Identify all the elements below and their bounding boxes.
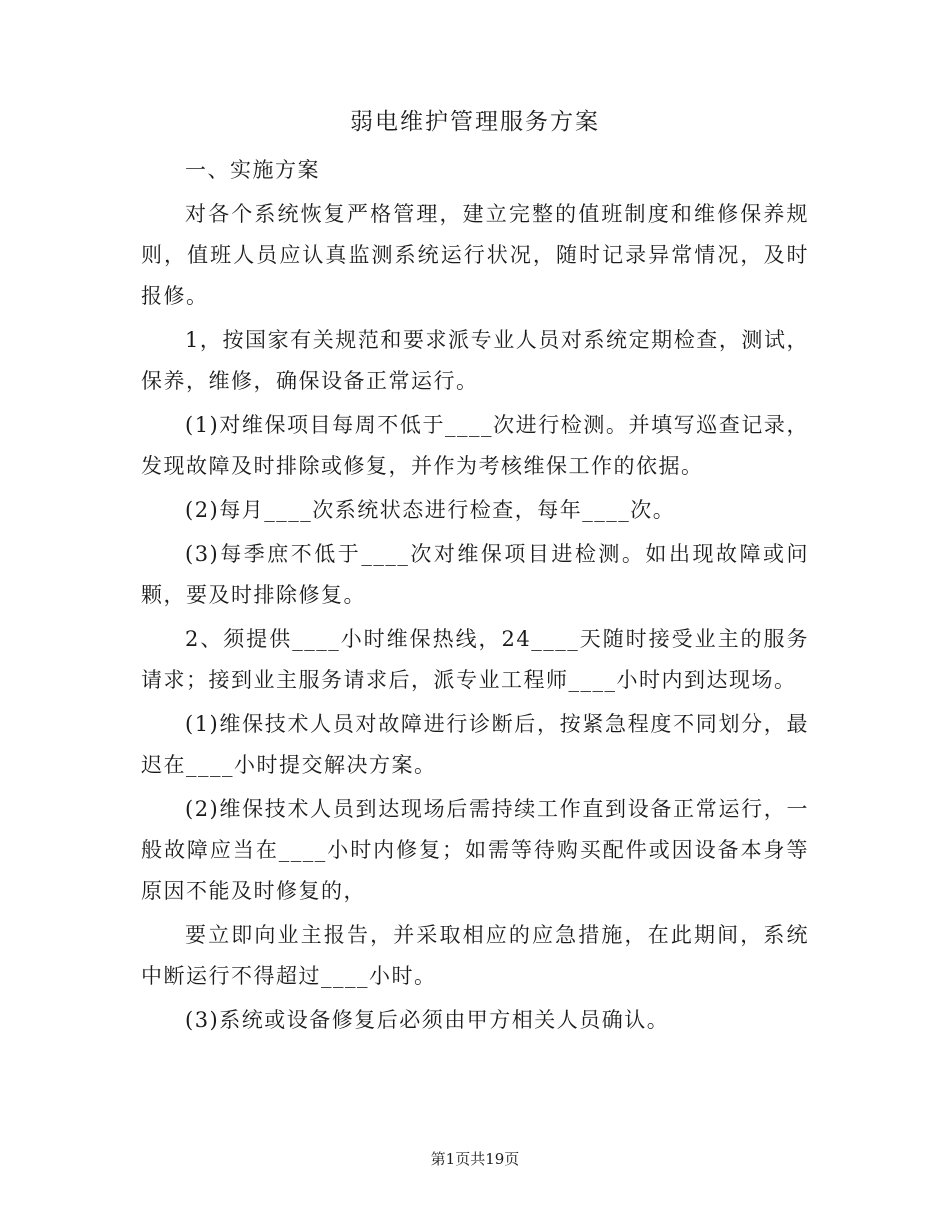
paragraph-item-1: 1，按国家有关规范和要求派专业人员对系统定期检查，测试，保养，维修，确保设备正常运行。	[141, 328, 809, 393]
document-title: 弱电维护管理服务方案	[350, 109, 600, 135]
section-heading: 一、实施方案	[185, 158, 320, 182]
paragraph-item-1-2: (2)每月____次系统状态进行检查，每年____次。	[185, 498, 676, 522]
paragraph-item-1-3: (3)每季庶不低于____次对维保项目进检测。如出现故障或问颗，要及时排除修复。	[141, 542, 809, 607]
paragraph-item-2: 2、须提供____小时维保热线，24____天随时接受业主的服务请求；接到业主服务请求后，派专业工程师____小时内到达现场。	[141, 627, 809, 692]
document-body	[141, 150, 809, 1044]
paragraph-item-2-2: (2)维保技术人员到达现场后需持续工作直到设备正常运行，一般故障应当在____小时内修复；如需等待购买配件或因设备本身等原因不能及时修复的，	[141, 797, 809, 903]
paragraph-item-2-2-cont: 要立即向业主报告，并采取相应的应急措施，在此期间，系统中断运行不得超过____小时。	[141, 923, 809, 988]
page-number-footer: 第1页共19页	[430, 1150, 520, 1168]
paragraph-item-2-1: (1)维保技术人员对故障进行诊断后，按紧急程度不同划分，最迟在____小时提交解决方案。	[141, 712, 809, 777]
paragraph-intro: 对各个系统恢复严格管理，建立完整的值班制度和维修保养规则，值班人员应认真监测系统运行状况，随时记录异常情况，及时报修。	[141, 202, 809, 308]
paragraph-item-1-1: (1)对维保项目每周不低于____次进行检测。并填写巡查记录，发现故障及时排除或修复，并作为考核维保工作的依据。	[141, 413, 809, 478]
paragraph-item-2-3: (3)系统或设备修复后必须由甲方相关人员确认。	[185, 1008, 670, 1032]
